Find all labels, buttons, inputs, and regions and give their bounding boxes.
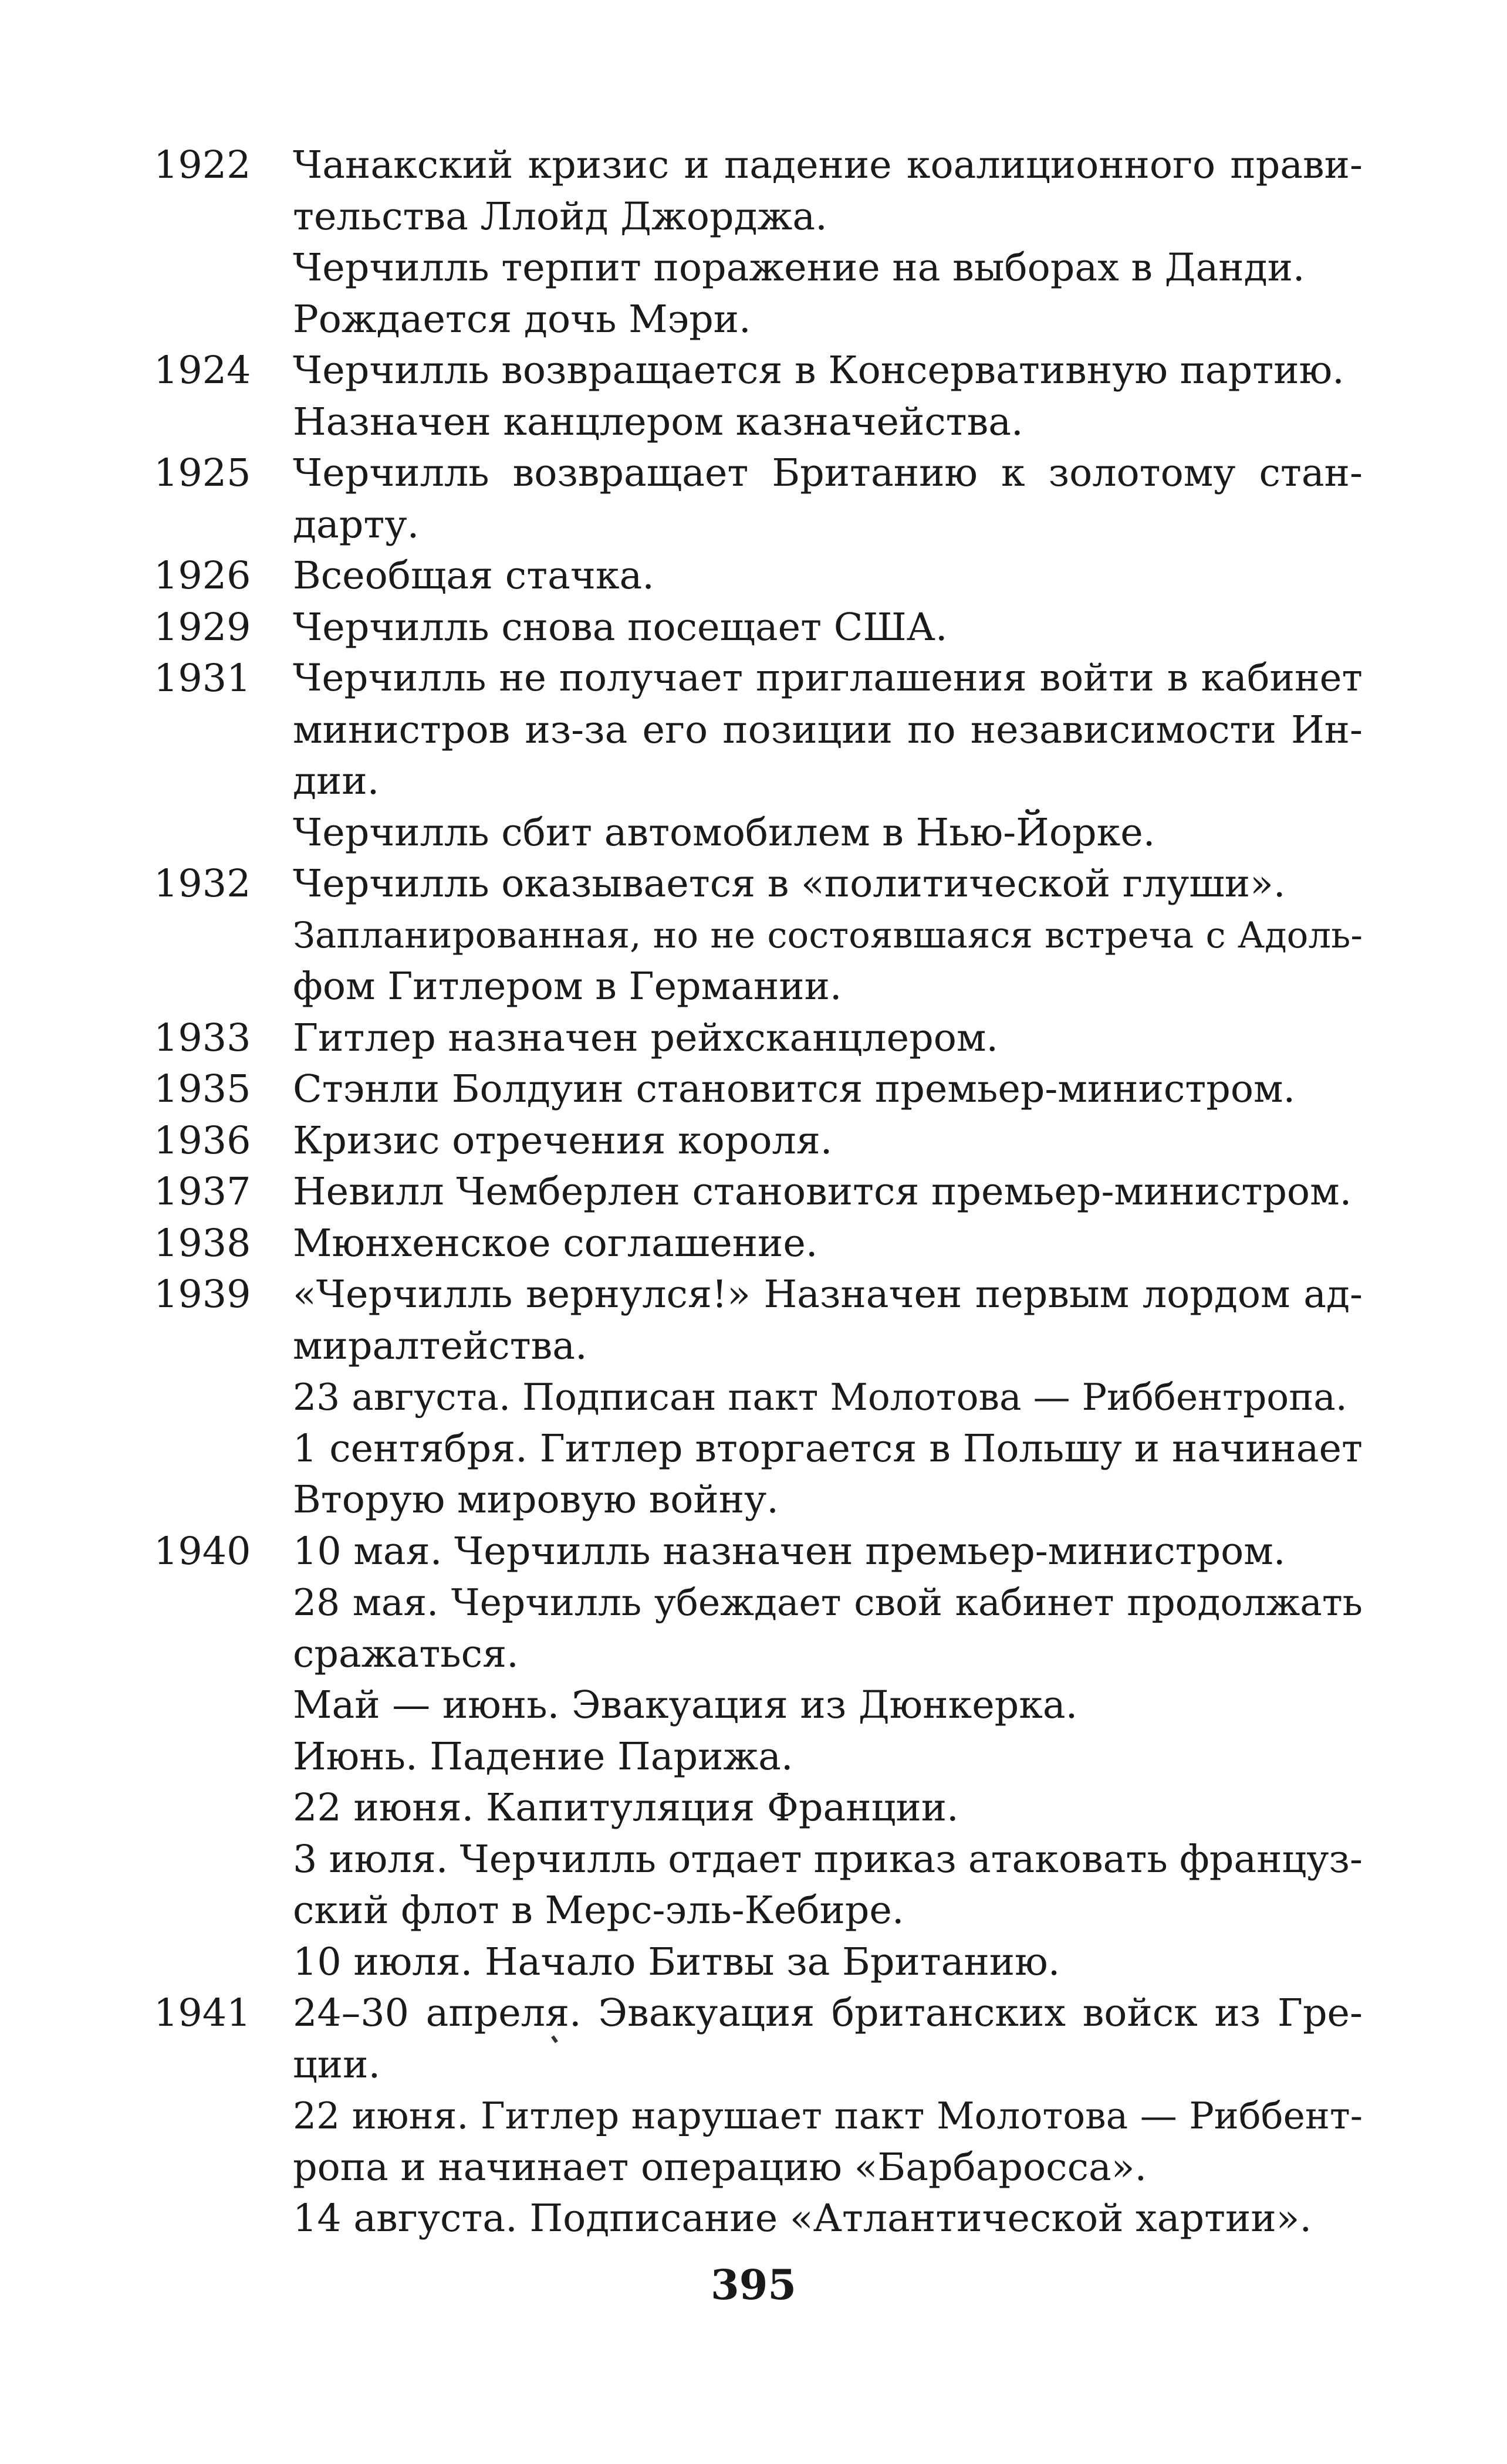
entry-events [293, 1064, 1363, 1115]
word: Польшу [962, 1426, 1122, 1471]
event-line: 10 мая. Черчилль назначен премьер-министром. [293, 1529, 1286, 1573]
entry-year: 1931 [154, 656, 251, 700]
word: не [710, 914, 756, 956]
word: Черчилль [293, 451, 489, 495]
event-line [293, 705, 1363, 756]
word: состоявшаяся [767, 914, 1033, 956]
word: его [642, 708, 708, 752]
event-line: Стэнли Болдуин становится премьер-министром. [293, 1067, 1296, 1111]
word: отдает [668, 1837, 802, 1881]
entry-year: 1929 [154, 605, 251, 649]
word: стан- [1259, 451, 1363, 495]
word: и [1134, 1426, 1160, 1471]
entry-events [293, 1988, 1363, 2245]
event-line [293, 1577, 1363, 1629]
entry-year: 1926 [154, 554, 251, 598]
entry-year: 1933 [154, 1016, 251, 1060]
entry-events [293, 1166, 1363, 1218]
word: коалиционного [906, 143, 1216, 187]
word: Чанакский [293, 143, 513, 187]
entry-year: 1924 [154, 348, 251, 392]
event-line: 14 августа. Подписание «Атлантической хартии». [293, 2196, 1312, 2240]
entry-year: 1925 [154, 451, 251, 495]
chronology-entry [154, 1064, 1363, 1115]
event-line: фом Гитлером в Германии. [293, 964, 842, 1008]
word: войти [1039, 656, 1154, 700]
entry-year: 1940 [154, 1529, 251, 1573]
entry-events [293, 448, 1363, 550]
chronology-entry [154, 345, 1363, 448]
word: июля. [329, 1837, 448, 1881]
word: из [1214, 1991, 1261, 2035]
entry-events [293, 858, 1363, 1013]
word: не [499, 656, 546, 700]
event-line [293, 1423, 1363, 1475]
word: июня. [352, 2094, 469, 2137]
event-line [293, 653, 1363, 705]
word: падение [724, 143, 892, 187]
word: к [1001, 451, 1025, 495]
word: Назначен [763, 1272, 962, 1316]
entry-events [293, 1269, 1363, 1526]
word: свой [854, 1581, 942, 1624]
word: войск [1082, 1991, 1198, 2035]
word: Гре- [1277, 1991, 1363, 2035]
event-line [293, 140, 1363, 191]
event-line: Вторую мировую войну. [293, 1478, 779, 1522]
event-line: Черчилль сбит автомобилем в Нью-Йорке. [293, 810, 1155, 855]
word: в [1167, 656, 1188, 700]
word: пакт [834, 2094, 925, 2137]
word: приказ [813, 1837, 957, 1881]
chronology-entry [154, 653, 1363, 858]
entry-year: 1937 [154, 1170, 251, 1214]
event-line: Черчилль терпит поражение на выборах в Данди. [293, 246, 1305, 290]
event-line: дии. [293, 759, 380, 803]
chronology-entry [154, 448, 1363, 550]
word: 28 [293, 1581, 340, 1624]
word: Запланированная, [293, 914, 641, 956]
page-number: 395 [710, 2260, 797, 2309]
word: Адоль- [1237, 914, 1363, 956]
word: — [1140, 2094, 1177, 2137]
word: ад- [1303, 1272, 1363, 1316]
word: «Черчилль [293, 1272, 513, 1316]
event-line: ции. [293, 2042, 381, 2087]
entry-year: 1936 [154, 1118, 251, 1163]
chronology-entry [154, 1526, 1363, 1988]
event-line: дарту. [293, 502, 420, 547]
word: лордом [1142, 1272, 1290, 1316]
event-line: 22 июня. Капитуляция Франции. [293, 1786, 959, 1830]
event-line: Май — июнь. Эвакуация из Дюнкерка. [293, 1683, 1078, 1727]
chronology-list [154, 140, 1363, 2245]
event-line: Июнь. Падение Парижа. [293, 1734, 793, 1779]
word: золотому [1048, 451, 1236, 495]
word: вторгается [695, 1426, 917, 1471]
word: первым [975, 1272, 1130, 1316]
event-line: тельства Ллойд Джорджа. [293, 194, 827, 239]
word: 24–30 [293, 1991, 409, 2035]
entry-events [293, 1115, 1363, 1167]
word: нарушает [631, 2094, 822, 2137]
entry-year: 1935 [154, 1067, 251, 1111]
event-line [293, 1988, 1363, 2039]
chronology-entry [154, 1166, 1363, 1218]
chronology-entry [154, 550, 1363, 602]
chronology-entry [154, 140, 1363, 345]
entry-events [293, 1526, 1363, 1988]
chronology-entry [154, 1988, 1363, 2245]
event-line: ский флот в Мерс-эль-Кебире. [293, 1888, 904, 1932]
chronology-entry [154, 1115, 1363, 1167]
entry-events [293, 602, 1363, 654]
entry-events [293, 1013, 1363, 1064]
event-line: Назначен канцлером казначейства. [293, 400, 1023, 444]
event-line: Черчилль оказывается в «политической глуши». [293, 862, 1286, 906]
word: независимости [970, 708, 1276, 752]
word: с [1205, 914, 1226, 956]
word: Черчилль [451, 1581, 642, 1624]
event-line: Кризис отречения короля. [293, 1118, 833, 1163]
event-line: ропа и начинает операцию «Барбаросса». [293, 2145, 1147, 2189]
chronology-entry [154, 602, 1363, 654]
event-line [293, 2090, 1363, 2142]
chronology-entry [154, 1013, 1363, 1064]
entry-year: 1941 [154, 1991, 251, 2035]
entry-events [293, 1218, 1363, 1270]
word: 22 [293, 2094, 340, 2137]
entry-events [293, 653, 1363, 858]
word: получает [559, 656, 744, 700]
word: начинает [1172, 1426, 1363, 1471]
word: в [929, 1426, 951, 1471]
word: мая. [352, 1581, 439, 1624]
word: сентября. [329, 1426, 528, 1471]
word: убеждает [654, 1581, 842, 1624]
event-line: миралтейства. [293, 1324, 587, 1368]
entry-events [293, 140, 1363, 345]
word: Гитлер [539, 1426, 683, 1471]
word: француз- [1179, 1837, 1363, 1881]
event-line [293, 910, 1363, 962]
entry-year: 1939 [154, 1272, 251, 1316]
event-line: 23 августа. Подписан пакт Молотова — Риббентропа. [293, 1376, 1347, 1419]
word: атаковать [968, 1837, 1168, 1881]
word: кабинет [955, 1581, 1114, 1624]
chronology-entry [154, 1269, 1363, 1526]
entry-year: 1938 [154, 1221, 251, 1265]
entry-year: 1922 [154, 143, 251, 187]
event-line: Гитлер назначен рейхсканцлером. [293, 1016, 999, 1060]
event-line: Мюнхенское соглашение. [293, 1221, 818, 1265]
word: прави- [1230, 143, 1363, 187]
word: из-за [525, 708, 628, 752]
word: позиции [722, 708, 893, 752]
word: Эвакуация [598, 1991, 815, 2035]
word: 3 [293, 1837, 317, 1881]
word: Британию [772, 451, 978, 495]
entry-year: 1932 [154, 862, 251, 906]
word: Риббент- [1189, 2094, 1363, 2137]
event-line: Всеобщая стачка. [293, 554, 654, 598]
word: Гитлер [480, 2094, 620, 2137]
word: Молотова [936, 2094, 1128, 2137]
event-line [293, 1269, 1363, 1321]
entry-events [293, 550, 1363, 602]
word: но [653, 914, 699, 956]
chronology-entry [154, 1218, 1363, 1270]
event-line: Черчилль снова посещает США. [293, 605, 948, 649]
word: министров [293, 708, 511, 752]
event-line: сражаться. [293, 1632, 519, 1676]
word: британских [831, 1991, 1066, 2035]
word: 1 [293, 1426, 317, 1471]
word: встреча [1045, 914, 1194, 956]
event-line [293, 448, 1363, 499]
word: апреля. [425, 1991, 582, 2035]
word: по [907, 708, 956, 752]
word: вернулся!» [526, 1272, 751, 1316]
entry-events [293, 345, 1363, 448]
word: Черчилль [293, 656, 486, 700]
chronology-entry [154, 858, 1363, 1013]
word: приглашения [755, 656, 1027, 700]
word: продолжать [1127, 1581, 1363, 1624]
event-line [293, 1834, 1363, 1886]
event-line: Черчилль возвращается в Консервативную партию. [293, 348, 1344, 392]
word: кабинет [1201, 656, 1363, 700]
event-line: Рождается дочь Мэри. [293, 297, 751, 341]
word: кризис [528, 143, 670, 187]
event-line: 10 июля. Начало Битвы за Британию. [293, 1940, 1060, 1984]
word: Ин- [1290, 708, 1363, 752]
word: возвращает [512, 451, 749, 495]
word: и [684, 143, 709, 187]
event-line: Невилл Чемберлен становится премьер-министром. [293, 1170, 1352, 1214]
word: Черчилль [459, 1837, 657, 1881]
